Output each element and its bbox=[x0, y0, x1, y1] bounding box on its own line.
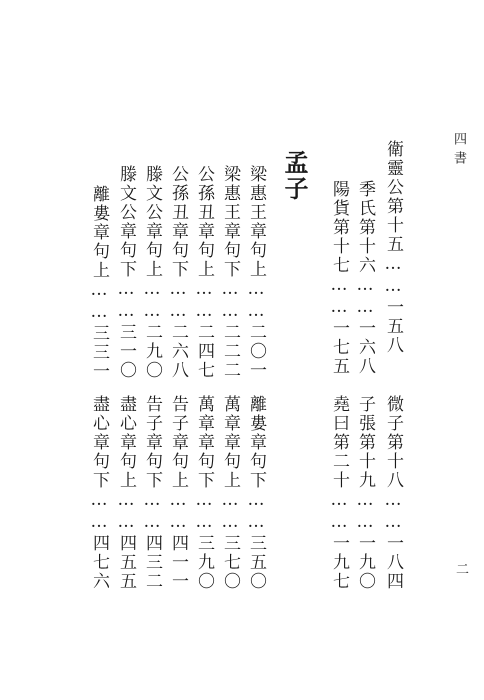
toc-entry-wanzhang-1: 萬章章句上……三七〇 bbox=[220, 395, 240, 591]
toc-entry-weilinggong: 衛靈公第十五……一五八 bbox=[383, 140, 403, 355]
toc-entry-zizhang: 子張第十九……一九〇 bbox=[355, 395, 375, 591]
toc-entry-lilou-1: 離婁章句上……三三一 bbox=[89, 185, 109, 381]
toc-entry-gongsunchou-1: 公孫丑章句上……二四七 bbox=[194, 165, 214, 380]
toc-entry-gaozi-1: 告子章句上……四一一 bbox=[168, 395, 188, 591]
toc-entry-yaoyue: 堯曰第二十……一九七 bbox=[329, 395, 349, 591]
toc-entry-jinxin-2: 盡心章句下……四七六 bbox=[89, 395, 109, 591]
toc-entry-jishi: 季氏第十六……一六八 bbox=[355, 180, 375, 376]
running-head: 四書 bbox=[451, 132, 466, 170]
toc-entry-yanghuo: 陽貨第十七……一七五 bbox=[329, 180, 349, 376]
toc-entry-jinxin-1: 盡心章句上……四五五 bbox=[116, 395, 136, 591]
toc-entry-lilou-2: 離婁章句下……三五〇 bbox=[246, 395, 266, 591]
toc-entry-lianghuiwang-1: 梁惠王章句上……二〇一 bbox=[246, 165, 266, 380]
toc-entry-wanzhang-2: 萬章章句下……三九〇 bbox=[194, 395, 214, 591]
toc-entry-tengwengong-2: 滕文公章句下……三一〇 bbox=[116, 165, 136, 380]
page-number: 二 bbox=[453, 562, 468, 575]
toc-entry-lianghuiwang-2: 梁惠王章句下……二二二 bbox=[220, 165, 240, 380]
toc-entry-tengwengong-1: 滕文公章句上……二九〇 bbox=[142, 165, 162, 380]
toc-entry-gaozi-2: 告子章句下……四三二 bbox=[142, 395, 162, 591]
toc-entry-gongsunchou-2: 公孫丑章句下……二六八 bbox=[168, 165, 188, 380]
section-title-mencius: 孟子 bbox=[280, 150, 309, 202]
toc-entry-weizi: 微子第十八……一八四 bbox=[383, 395, 403, 591]
